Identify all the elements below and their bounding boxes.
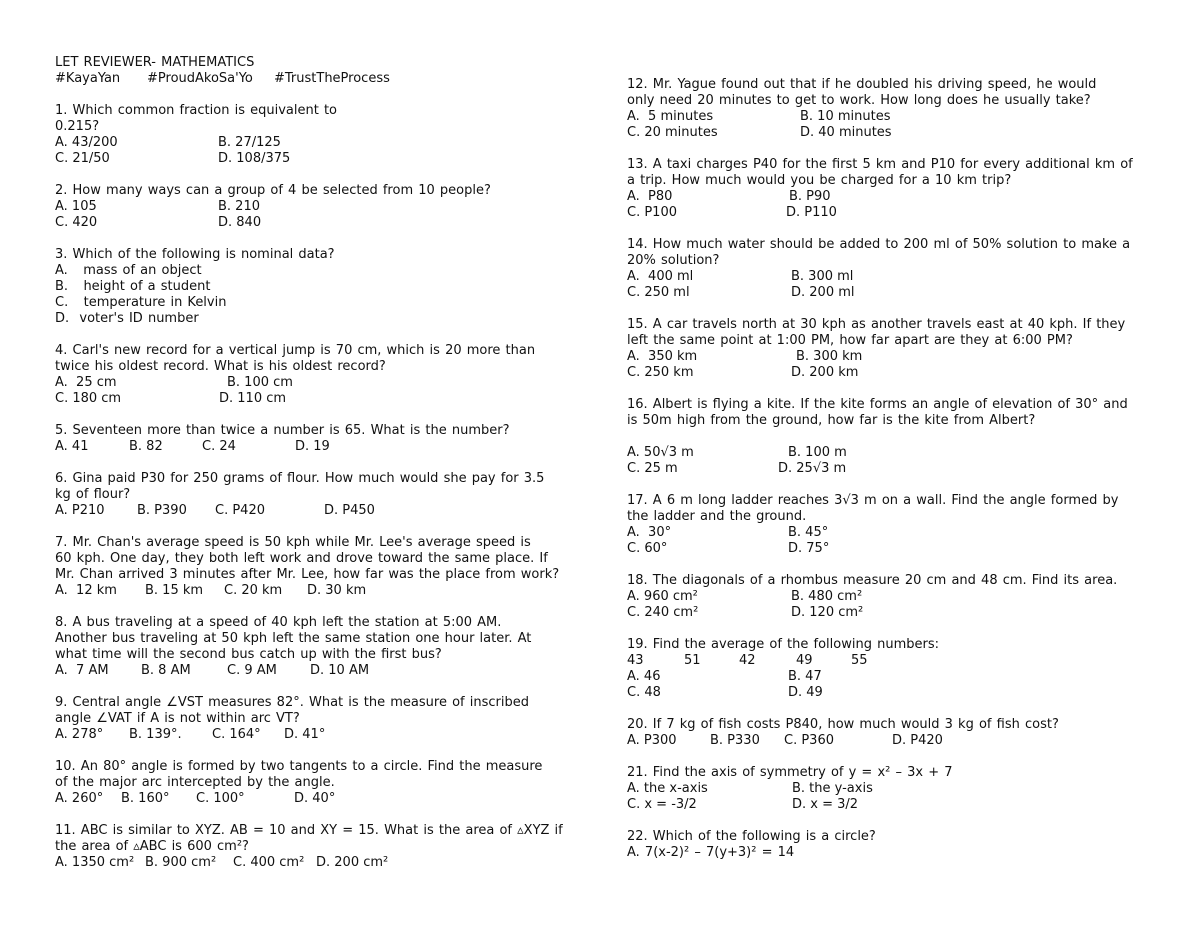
answer-option: C. 20 minutes xyxy=(627,125,718,140)
number-value: 42 xyxy=(739,653,756,668)
answer-option: D. 19 xyxy=(295,439,330,454)
question-stem: what time will the second bus catch up with the first bus? xyxy=(55,647,442,662)
number-value: 43 xyxy=(627,653,644,668)
answer-option: A. 5 minutes xyxy=(627,109,714,124)
answer-options xyxy=(55,855,580,871)
answer-options xyxy=(627,269,1152,301)
question-stem: 0.215? xyxy=(55,119,100,134)
answer-option: C. 20 km xyxy=(224,583,283,598)
answer-options xyxy=(55,583,580,599)
question-stem: 15. A car travels north at 30 kph as another travels east at 40 kph. If they xyxy=(627,317,1126,332)
question-stem: 5. Seventeen more than twice a number is 65. What is the number? xyxy=(55,423,510,438)
answer-option: C. P360 xyxy=(784,733,834,748)
answer-options xyxy=(627,189,1152,221)
question-stem: the area of ▵ABC is 600 cm²? xyxy=(55,839,249,854)
question-stem: 3. Which of the following is nominal data? xyxy=(55,247,335,262)
answer-option: A. 960 cm² xyxy=(627,589,698,604)
question-stem: twice his oldest record. What is his oldest record? xyxy=(55,359,386,374)
answer-options xyxy=(627,525,1152,557)
answer-option: C. 24 xyxy=(202,439,236,454)
answer-option: C. 250 km xyxy=(627,365,694,380)
answer-option: A. 46 xyxy=(627,669,661,684)
answer-option: B. 15 km xyxy=(145,583,204,598)
answer-option: C. P100 xyxy=(627,205,677,220)
answer-option: D. 40° xyxy=(294,791,336,806)
answer-option: B. the y-axis xyxy=(792,781,873,796)
answer-option: B. 480 cm² xyxy=(791,589,863,604)
question-stem: a trip. How much would you be charged for a 10 km trip? xyxy=(627,173,1012,188)
question-stem: 4. Carl's new record for a vertical jump is 70 cm, which is 20 more than xyxy=(55,343,536,358)
question-stem: 8. A bus traveling at a speed of 40 kph left the station at 5:00 AM. xyxy=(55,615,502,630)
answer-option: C. 9 AM xyxy=(227,663,277,678)
number-value: 49 xyxy=(796,653,813,668)
hashtag: #KayaYan xyxy=(55,71,121,86)
answer-option: A. P300 xyxy=(627,733,677,748)
answer-option: A. 25 cm xyxy=(55,375,117,390)
answer-option: D. 200 cm² xyxy=(316,855,389,870)
question-stem: is 50m high from the ground, how far is the kite from Albert? xyxy=(627,413,1036,428)
answer-option: C. 250 ml xyxy=(627,285,690,300)
question-stem: 16. Albert is flying a kite. If the kite forms an angle of elevation of 30° and xyxy=(627,397,1128,412)
answer-option: B. P90 xyxy=(789,189,831,204)
answer-option: A. 1350 cm² xyxy=(55,855,135,870)
question-21 xyxy=(627,765,1152,813)
question-stem: 19. Find the average of the following numbers: xyxy=(627,637,939,652)
question-4 xyxy=(55,343,580,407)
answer-options xyxy=(55,199,580,231)
question-7 xyxy=(55,535,580,599)
hashtag: #TrustTheProcess xyxy=(274,71,390,86)
question-stem: 18. The diagonals of a rhombus measure 20 cm and 48 cm. Find its area. xyxy=(627,573,1118,588)
answer-option: A. P210 xyxy=(55,503,105,518)
answer-option: A. 30° xyxy=(627,525,672,540)
question-stem: angle ∠VAT if A is not within arc VT? xyxy=(55,711,300,726)
answer-option: D. voter's ID number xyxy=(55,311,199,326)
answer-option: D. 41° xyxy=(284,727,326,742)
answer-option: B. 100 cm xyxy=(227,375,293,390)
number-value: 51 xyxy=(684,653,701,668)
answer-options xyxy=(627,781,1152,813)
answer-options xyxy=(55,135,580,167)
question-1 xyxy=(55,103,580,167)
question-20 xyxy=(627,717,1152,749)
question-15 xyxy=(627,317,1152,381)
answer-options xyxy=(627,669,1152,701)
answer-option: D. 49 xyxy=(788,685,823,700)
question-stem: kg of flour? xyxy=(55,487,131,502)
answer-option: B. 10 minutes xyxy=(800,109,891,124)
answer-option: A. 105 xyxy=(55,199,97,214)
answer-option: C. 60° xyxy=(627,541,668,556)
question-stem: 60 kph. One day, they both left work and drove toward the same place. If xyxy=(55,551,548,566)
question-6 xyxy=(55,471,580,519)
answer-option: D. 75° xyxy=(788,541,830,556)
question-22 xyxy=(627,829,1152,861)
answer-option: D. 10 AM xyxy=(310,663,370,678)
question-9 xyxy=(55,695,580,743)
answer-option: A. 7(x-2)² – 7(y+3)² = 14 xyxy=(627,845,795,860)
answer-option: B. P390 xyxy=(137,503,187,518)
answer-option: B. 300 km xyxy=(796,349,863,364)
answer-option: A. 41 xyxy=(55,439,89,454)
answer-option: A. 50√3 m xyxy=(627,445,694,460)
answer-options xyxy=(627,445,1152,477)
question-stem: 10. An 80° angle is formed by two tangents to a circle. Find the measure xyxy=(55,759,543,774)
answer-option: D. 40 minutes xyxy=(800,125,892,140)
answer-option: C. 240 cm² xyxy=(627,605,699,620)
question-stem: 21. Find the axis of symmetry of y = x² – 3x + 7 xyxy=(627,765,953,780)
answer-option: B. 210 xyxy=(218,199,260,214)
answer-options xyxy=(55,727,580,743)
question-stem: 13. A taxi charges P40 for the first 5 km and P10 for every additional km of xyxy=(627,157,1133,172)
question-stem: 2. How many ways can a group of 4 be selected from 10 people? xyxy=(55,183,491,198)
question-stem: Mr. Chan arrived 3 minutes after Mr. Lee, how far was the place from work? xyxy=(55,567,560,582)
question-12 xyxy=(627,77,1152,141)
answer-option: D. 200 ml xyxy=(791,285,855,300)
question-19 xyxy=(627,637,1152,701)
answer-option: B. 27/125 xyxy=(218,135,281,150)
answer-options xyxy=(627,349,1152,381)
answer-option: D. 120 cm² xyxy=(791,605,864,620)
question-5 xyxy=(55,423,580,455)
answer-option: C. 420 xyxy=(55,215,98,230)
question-stem: 17. A 6 m long ladder reaches 3√3 m on a wall. Find the angle formed by xyxy=(627,493,1119,508)
answer-option: C. 21/50 xyxy=(55,151,110,166)
question-11 xyxy=(55,823,580,871)
answer-option: C. P420 xyxy=(215,503,265,518)
hashtag-row xyxy=(55,71,580,87)
answer-option: B. 139°. xyxy=(129,727,182,742)
question-3 xyxy=(55,247,580,327)
answer-option: C. 400 cm² xyxy=(233,855,305,870)
answer-option: B. 8 AM xyxy=(141,663,191,678)
answer-option: C. 25 m xyxy=(627,461,678,476)
answer-options xyxy=(55,503,580,519)
answer-option: B. 47 xyxy=(788,669,822,684)
question-stem: 1. Which common fraction is equivalent to xyxy=(55,103,337,118)
answer-options xyxy=(55,663,580,679)
number-list xyxy=(627,653,1152,669)
question-stem: Another bus traveling at 50 kph left the same station one hour later. At xyxy=(55,631,532,646)
question-stem: the ladder and the ground. xyxy=(627,509,807,524)
question-stem: left the same point at 1:00 PM, how far apart are they at 6:00 PM? xyxy=(627,333,1073,348)
question-stem: 11. ABC is similar to XYZ. AB = 10 and XY = 15. What is the area of ▵XYZ if xyxy=(55,823,563,838)
answer-option: B. 900 cm² xyxy=(145,855,217,870)
question-17 xyxy=(627,493,1152,557)
answer-option: B. 100 m xyxy=(788,445,847,460)
question-stem: 12. Mr. Yague found out that if he doubled his driving speed, he would xyxy=(627,77,1097,92)
answer-option: D. 25√3 m xyxy=(778,461,847,476)
question-stem: of the major arc intercepted by the angle. xyxy=(55,775,335,790)
answer-option: B. 82 xyxy=(129,439,163,454)
answer-option: D. 200 km xyxy=(791,365,859,380)
question-8 xyxy=(55,615,580,679)
answer-option: D. 840 xyxy=(218,215,262,230)
answer-option: C. x = -3/2 xyxy=(627,797,697,812)
answer-options xyxy=(627,589,1152,621)
question-2 xyxy=(55,183,580,231)
answer-option: D. 110 cm xyxy=(219,391,287,406)
answer-option: C. 100° xyxy=(196,791,245,806)
answer-option: B. 45° xyxy=(788,525,829,540)
question-stem: 20. If 7 kg of fish costs P840, how much would 3 kg of fish cost? xyxy=(627,717,1059,732)
answer-option: A. 260° xyxy=(55,791,104,806)
answer-option: A. 278° xyxy=(55,727,104,742)
right-column xyxy=(627,0,1152,877)
question-stem: only need 20 minutes to get to work. How long does he usually take? xyxy=(627,93,1091,108)
answer-option: A. 12 km xyxy=(55,583,117,598)
question-16 xyxy=(627,397,1152,477)
answer-option: B. 300 ml xyxy=(791,269,854,284)
answer-option: A. mass of an object xyxy=(55,263,202,278)
answer-options xyxy=(627,733,1152,749)
answer-options xyxy=(55,791,580,807)
answer-option: D. x = 3/2 xyxy=(792,797,859,812)
question-14 xyxy=(627,237,1152,301)
question-stem: 20% solution? xyxy=(627,253,720,268)
answer-option: A. 7 AM xyxy=(55,663,109,678)
question-stem: 7. Mr. Chan's average speed is 50 kph while Mr. Lee's average speed is xyxy=(55,535,531,550)
answer-options xyxy=(55,375,580,407)
question-stem: 22. Which of the following is a circle? xyxy=(627,829,876,844)
answer-option: C. 164° xyxy=(212,727,261,742)
answer-option: B. P330 xyxy=(710,733,760,748)
answer-option: B. 160° xyxy=(121,791,170,806)
number-value: 55 xyxy=(851,653,868,668)
answer-option: D. P110 xyxy=(786,205,837,220)
answer-option: C. temperature in Kelvin xyxy=(55,295,227,310)
question-stem: 6. Gina paid P30 for 250 grams of flour. How much would she pay for 3.5 xyxy=(55,471,545,486)
question-stem: 14. How much water should be added to 200 ml of 50% solution to make a xyxy=(627,237,1131,252)
question-10 xyxy=(55,759,580,807)
question-18 xyxy=(627,573,1152,621)
answer-option: D. P450 xyxy=(324,503,375,518)
answer-option: A. 400 ml xyxy=(627,269,694,284)
answer-option: D. 108/375 xyxy=(218,151,291,166)
answer-option: D. 30 km xyxy=(307,583,367,598)
document-title: LET REVIEWER- MATHEMATICS xyxy=(55,55,255,70)
answer-option: B. height of a student xyxy=(55,279,211,294)
answer-option: A. 43/200 xyxy=(55,135,118,150)
document-header xyxy=(55,55,580,103)
answer-options xyxy=(627,109,1152,141)
question-13 xyxy=(627,157,1152,221)
answer-options xyxy=(55,439,580,455)
hashtag: #ProudAkoSa'Yo xyxy=(147,71,253,86)
left-column xyxy=(55,0,580,887)
answer-option: A. P80 xyxy=(627,189,673,204)
answer-option: A. the x-axis xyxy=(627,781,708,796)
answer-option: A. 350 km xyxy=(627,349,698,364)
question-stem: 9. Central angle ∠VST measures 82°. What is the measure of inscribed xyxy=(55,695,529,710)
answer-option: C. 180 cm xyxy=(55,391,122,406)
answer-option: C. 48 xyxy=(627,685,661,700)
answer-option: D. P420 xyxy=(892,733,943,748)
